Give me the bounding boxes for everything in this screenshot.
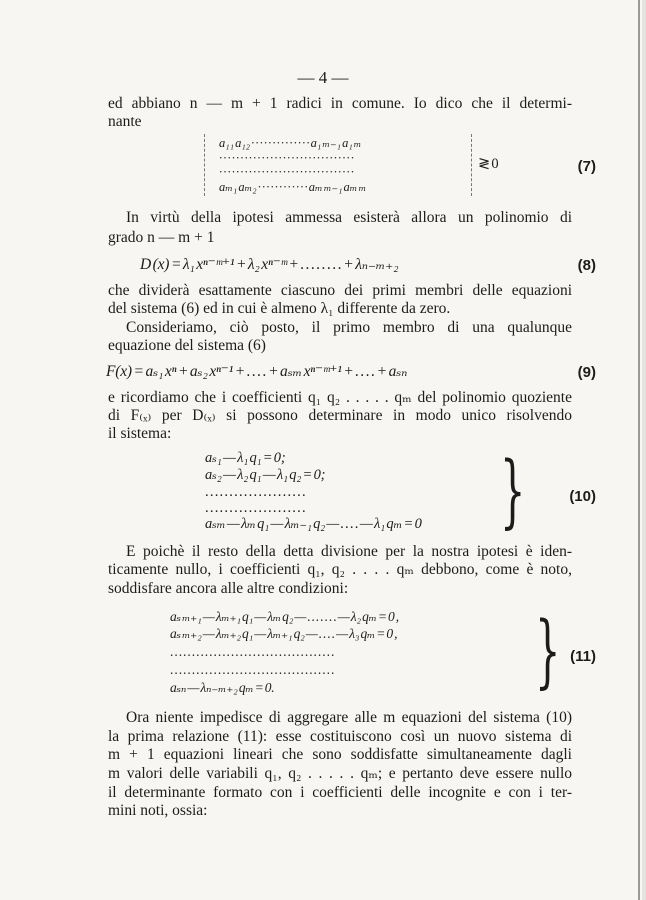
text-line: il determinante formato con i coefficienti delle incognite e con i ter-	[108, 784, 572, 801]
equation-label: (9)	[577, 364, 596, 381]
scan-edge-line	[638, 0, 640, 900]
equation-label: (11)	[570, 648, 596, 665]
text-line: del sistema (6) ed in cui è almeno λ₁ differente da zero.	[108, 300, 451, 317]
text-line: m valori delle variabili q₁, q₂ . . . . . qₘ; e pertanto deve essere nullo	[108, 765, 572, 782]
text-line: e ricordiamo che i coefficienti q₁ q₂ . . . . . qₘ del polinomio quoziente	[108, 389, 572, 406]
text-line: di F₍ₓ₎ per D₍ₓ₎ si possono determinare in modo unico risolvendo	[108, 407, 572, 424]
determinant-matrix	[204, 134, 472, 196]
determinant-row: · · · · · · · · · · · · · · · · · · · · · · · · · · · · · · · ·	[219, 165, 354, 179]
system-11-row: aₛₙ — λₙ₋ₘ₊₂ qₘ = 0.	[170, 680, 275, 695]
text-line: equazione del sistema (6)	[108, 337, 266, 354]
text-line: il sistema:	[108, 425, 172, 442]
page-number: — 4 —	[297, 68, 349, 87]
system-10-row: . . . . . . . . . . . . . . . . . . . . .	[205, 500, 306, 516]
system-10-row: aₛₘ — λₘ q₁ — λₘ₋₁ q₂ — . . . . — λ₁ qₘ = 0	[205, 516, 422, 532]
equation-label: (7)	[577, 158, 596, 175]
text-line: ed abbiano n — m + 1 radici in comune. Io dico che il determi-	[108, 95, 572, 112]
system-11-row: . . . . . . . . . . . . . . . . . . . . . . . . . . . . . . . . . . . . . .	[170, 644, 335, 659]
system-10-row: aₛ₂ — λ₂ q₁ — λ₁ q₂ = 0;	[205, 467, 326, 483]
determinant-row: a₁₁ a₁₂ · · · · · · · · · · · · · · a₁ ₘ₋₁ a₁ ₘ	[219, 136, 362, 150]
text-line: Consideriamo, ciò posto, il primo membro di una qualunque	[126, 319, 572, 336]
system-10-row: . . . . . . . . . . . . . . . . . . . . .	[205, 484, 306, 500]
determinant-relation: ≷ 0	[478, 156, 499, 172]
determinant-row: aₘ₁ aₘ₂ · · · · · · · · · · · · aₘ ₘ₋₁ aₘ ₘ	[219, 180, 367, 194]
equation-label: (8)	[577, 257, 596, 274]
system-11-row: aₛ ₘ₊₂ — λₘ₊₂ q₁ — λₘ₊₁ q₂ — . . . . — λ₃ qₘ = 0 ,	[170, 626, 398, 641]
text-line: nante	[108, 113, 142, 130]
text-line: In virtù della ipotesi ammessa esisterà allora un polinomio di	[126, 209, 572, 226]
text-line: m + 1 equazioni lineari che sono soddisfatte simultaneamente dagli	[108, 746, 572, 763]
system-11-row: . . . . . . . . . . . . . . . . . . . . . . . . . . . . . . . . . . . . . .	[170, 662, 335, 677]
scan-edge	[642, 0, 646, 900]
equation-label: (10)	[569, 488, 596, 505]
text-line: soddisfare ancora alle altre condizioni:	[108, 580, 349, 597]
right-brace: }	[535, 604, 561, 697]
equation-8: D (x) = λ₁ xⁿ⁻ᵐ⁺¹ + λ₂ xⁿ⁻ᵐ + . . . . . . . . + λₙ₋ₘ₊₂	[140, 256, 399, 273]
text-line: la prima relazione (11): esse costituiscono così un nuovo sistema di	[108, 728, 572, 745]
text-line: mini noti, ossia:	[108, 802, 208, 819]
text-line: Ora niente impedisce di aggregare alle m equazioni del sistema (10)	[126, 709, 572, 726]
text-line: ticamente nullo, i coefficienti q₁, q₂ . . . . qₘ debbono, come è noto,	[108, 561, 572, 578]
text-line: che dividerà esattamente ciascuno dei primi membri delle equazioni	[108, 282, 572, 299]
right-brace: }	[500, 444, 526, 537]
text-line: grado n — m + 1	[108, 229, 215, 246]
system-10-row: aₛ₁ — λ₁ q₁ = 0;	[205, 450, 286, 466]
determinant-row: · · · · · · · · · · · · · · · · · · · · · · · · · · · · · · · ·	[219, 151, 354, 165]
system-11-row: aₛ ₘ₊₁ — λₘ₊₁ q₁ — λₘ q₂ — . . . . . . . — λ₂ qₘ = 0 ,	[170, 609, 399, 624]
equation-9: F(x) = aₛ₁ xⁿ + aₛ₂ xⁿ⁻¹ + . . . . + aₛₘ xⁿ⁻ᵐ⁺¹ + . . . . + aₛₙ	[106, 363, 408, 380]
text-line: E poichè il resto della detta divisione per la nostra ipotesi è iden-	[126, 543, 572, 560]
